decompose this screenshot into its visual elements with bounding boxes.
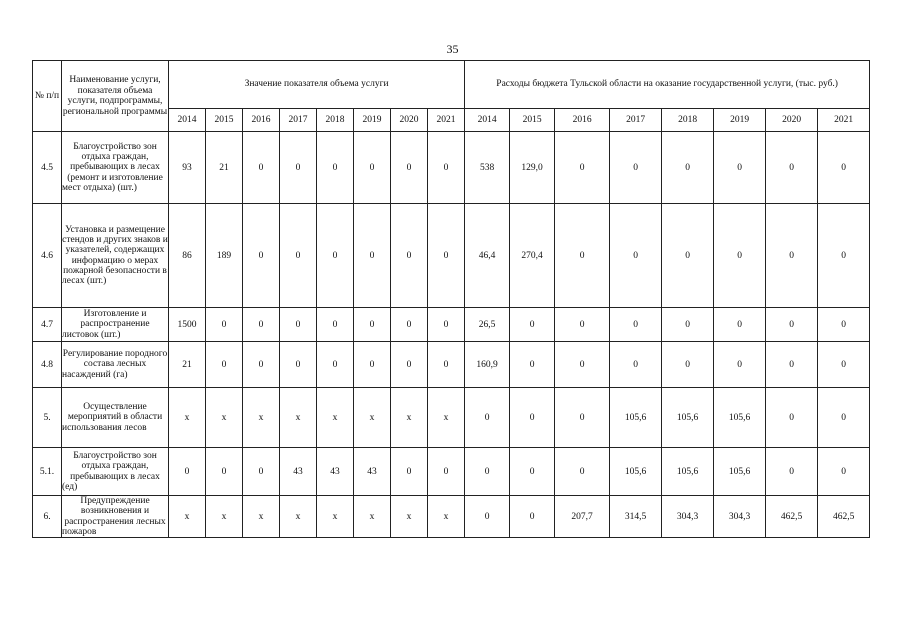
volume-cell: 0	[391, 448, 428, 496]
row-name: Благоустройство зон отдыха граждан, пребывающих в лесах (ед)	[62, 448, 169, 496]
budget-cell: 0	[555, 448, 610, 496]
budget-cell: 0	[555, 388, 610, 448]
volume-cell: 43	[354, 448, 391, 496]
volume-cell: 0	[428, 448, 465, 496]
volume-cell: 43	[317, 448, 354, 496]
volume-cell: 0	[391, 132, 428, 204]
year-budget: 2016	[555, 109, 610, 132]
budget-cell: 0	[555, 204, 610, 308]
header-budget-group: Расходы бюджета Тульской области на оказание государственной услуги, (тыс. руб.)	[465, 61, 870, 109]
year-volume: 2015	[206, 109, 243, 132]
table-row	[33, 342, 870, 388]
budget-cell: 26,5	[465, 308, 510, 342]
volume-cell: 0	[280, 342, 317, 388]
budget-cell: 105,6	[662, 388, 714, 448]
row-number: 5.1.	[33, 448, 62, 496]
volume-cell: 0	[317, 308, 354, 342]
budget-cell: 105,6	[662, 448, 714, 496]
volume-cell: 93	[169, 132, 206, 204]
budget-cell: 314,5	[610, 496, 662, 538]
budget-cell: 0	[662, 132, 714, 204]
year-volume: 2019	[354, 109, 391, 132]
volume-cell: 0	[354, 132, 391, 204]
budget-cell: 0	[510, 342, 555, 388]
volume-cell: 43	[280, 448, 317, 496]
volume-cell: х	[243, 388, 280, 448]
year-volume: 2021	[428, 109, 465, 132]
volume-cell: х	[169, 496, 206, 538]
budget-cell: 0	[510, 448, 555, 496]
volume-cell: 189	[206, 204, 243, 308]
budget-cell: 0	[714, 308, 766, 342]
budget-cell: 0	[818, 342, 870, 388]
volume-cell: 0	[317, 342, 354, 388]
volume-cell: 0	[317, 204, 354, 308]
volume-cell: 0	[280, 204, 317, 308]
budget-cell: 0	[555, 132, 610, 204]
volume-cell: 86	[169, 204, 206, 308]
budget-cell: 270,4	[510, 204, 555, 308]
year-volume: 2017	[280, 109, 317, 132]
budget-cell: 129,0	[510, 132, 555, 204]
volume-cell: 21	[169, 342, 206, 388]
budget-cell: 538	[465, 132, 510, 204]
budget-cell: 0	[766, 342, 818, 388]
budget-cell: 0	[555, 308, 610, 342]
budget-cell: 304,3	[714, 496, 766, 538]
budget-cell: 0	[610, 342, 662, 388]
budget-cell: 105,6	[610, 448, 662, 496]
volume-cell: 0	[280, 132, 317, 204]
budget-cell: 0	[610, 132, 662, 204]
budget-table	[32, 60, 870, 538]
row-name: Изготовление и распространение листовок (шт.)	[62, 308, 169, 342]
budget-cell: 0	[662, 204, 714, 308]
row-number: 5.	[33, 388, 62, 448]
budget-cell: 0	[662, 342, 714, 388]
year-budget: 2019	[714, 109, 766, 132]
volume-cell: 0	[428, 132, 465, 204]
volume-cell: 0	[317, 132, 354, 204]
budget-cell: 0	[714, 132, 766, 204]
year-volume: 2016	[243, 109, 280, 132]
header-name: Наименование услуги, показателя объема услуги, подпрограммы, региональной программы	[62, 61, 169, 132]
budget-cell: 0	[818, 308, 870, 342]
budget-cell: 105,6	[610, 388, 662, 448]
volume-cell: 0	[243, 308, 280, 342]
year-volume: 2018	[317, 109, 354, 132]
budget-cell: 0	[714, 204, 766, 308]
year-budget: 2014	[465, 109, 510, 132]
year-volume: 2020	[391, 109, 428, 132]
volume-cell: 0	[391, 308, 428, 342]
volume-cell: х	[428, 496, 465, 538]
budget-cell: 0	[818, 204, 870, 308]
header-number: № п/п	[33, 61, 62, 132]
volume-cell: 0	[428, 308, 465, 342]
budget-cell: 0	[465, 448, 510, 496]
volume-cell: х	[206, 496, 243, 538]
row-number: 4.5	[33, 132, 62, 204]
budget-cell: 0	[714, 342, 766, 388]
volume-cell: х	[354, 388, 391, 448]
volume-cell: х	[243, 496, 280, 538]
budget-cell: 0	[510, 308, 555, 342]
row-name: Предупреждение возникновения и распространения лесных пожаров	[62, 496, 169, 538]
budget-cell: 160,9	[465, 342, 510, 388]
budget-cell: 0	[818, 388, 870, 448]
budget-cell: 105,6	[714, 388, 766, 448]
volume-cell: 0	[243, 448, 280, 496]
volume-cell: х	[391, 388, 428, 448]
volume-cell: 0	[206, 342, 243, 388]
budget-cell: 462,5	[818, 496, 870, 538]
volume-cell: х	[317, 388, 354, 448]
volume-cell: х	[206, 388, 243, 448]
volume-cell: 0	[354, 204, 391, 308]
budget-cell: 46,4	[465, 204, 510, 308]
volume-cell: 0	[243, 342, 280, 388]
volume-cell: 0	[391, 342, 428, 388]
table-row	[33, 204, 870, 308]
volume-cell: 0	[243, 132, 280, 204]
volume-cell: х	[317, 496, 354, 538]
budget-cell: 0	[610, 308, 662, 342]
budget-cell: 462,5	[766, 496, 818, 538]
budget-cell: 0	[510, 496, 555, 538]
header-volume-group: Значение показателя объема услуги	[169, 61, 465, 109]
table-row	[33, 388, 870, 448]
table-row	[33, 132, 870, 204]
volume-cell: 0	[391, 204, 428, 308]
budget-cell: 105,6	[714, 448, 766, 496]
budget-cell: 0	[766, 132, 818, 204]
volume-cell: 0	[428, 204, 465, 308]
volume-cell: х	[428, 388, 465, 448]
volume-cell: 0	[354, 342, 391, 388]
budget-cell: 0	[766, 204, 818, 308]
row-name: Установка и размещение стендов и других знаков и указателей, содержащих информацию о мерах пожарной безопасности в лесах (шт.)	[62, 204, 169, 308]
budget-cell: 0	[465, 496, 510, 538]
row-number: 4.6	[33, 204, 62, 308]
budget-cell: 207,7	[555, 496, 610, 538]
budget-cell: 304,3	[662, 496, 714, 538]
row-name: Регулирование породного состава лесных насаждений (га)	[62, 342, 169, 388]
budget-cell: 0	[766, 448, 818, 496]
row-number: 4.7	[33, 308, 62, 342]
budget-cell: 0	[555, 342, 610, 388]
year-budget: 2017	[610, 109, 662, 132]
volume-cell: 0	[428, 342, 465, 388]
volume-cell: 0	[206, 448, 243, 496]
row-name: Благоустройство зон отдыха граждан, пребывающих в лесах (ремонт и изготовление мест отдыха) (шт.)	[62, 132, 169, 204]
volume-cell: х	[280, 496, 317, 538]
budget-cell: 0	[818, 448, 870, 496]
volume-cell: х	[280, 388, 317, 448]
budget-cell: 0	[610, 204, 662, 308]
volume-cell: 21	[206, 132, 243, 204]
budget-cell: 0	[766, 388, 818, 448]
budget-cell: 0	[818, 132, 870, 204]
volume-cell: х	[169, 388, 206, 448]
volume-cell: х	[354, 496, 391, 538]
table-row	[33, 496, 870, 538]
row-number: 4.8	[33, 342, 62, 388]
year-budget: 2015	[510, 109, 555, 132]
volume-cell: 0	[206, 308, 243, 342]
budget-cell: 0	[510, 388, 555, 448]
page-number: 35	[446, 42, 459, 56]
row-name: Осуществление мероприятий в области использования лесов	[62, 388, 169, 448]
year-volume: 2014	[169, 109, 206, 132]
table-row	[33, 448, 870, 496]
row-number: 6.	[33, 496, 62, 538]
table-row	[33, 308, 870, 342]
volume-cell: х	[391, 496, 428, 538]
year-budget: 2020	[766, 109, 818, 132]
year-budget: 2021	[818, 109, 870, 132]
volume-cell: 0	[243, 204, 280, 308]
budget-cell: 0	[662, 308, 714, 342]
budget-cell: 0	[766, 308, 818, 342]
volume-cell: 1500	[169, 308, 206, 342]
volume-cell: 0	[280, 308, 317, 342]
volume-cell: 0	[169, 448, 206, 496]
budget-cell: 0	[465, 388, 510, 448]
volume-cell: 0	[354, 308, 391, 342]
year-budget: 2018	[662, 109, 714, 132]
